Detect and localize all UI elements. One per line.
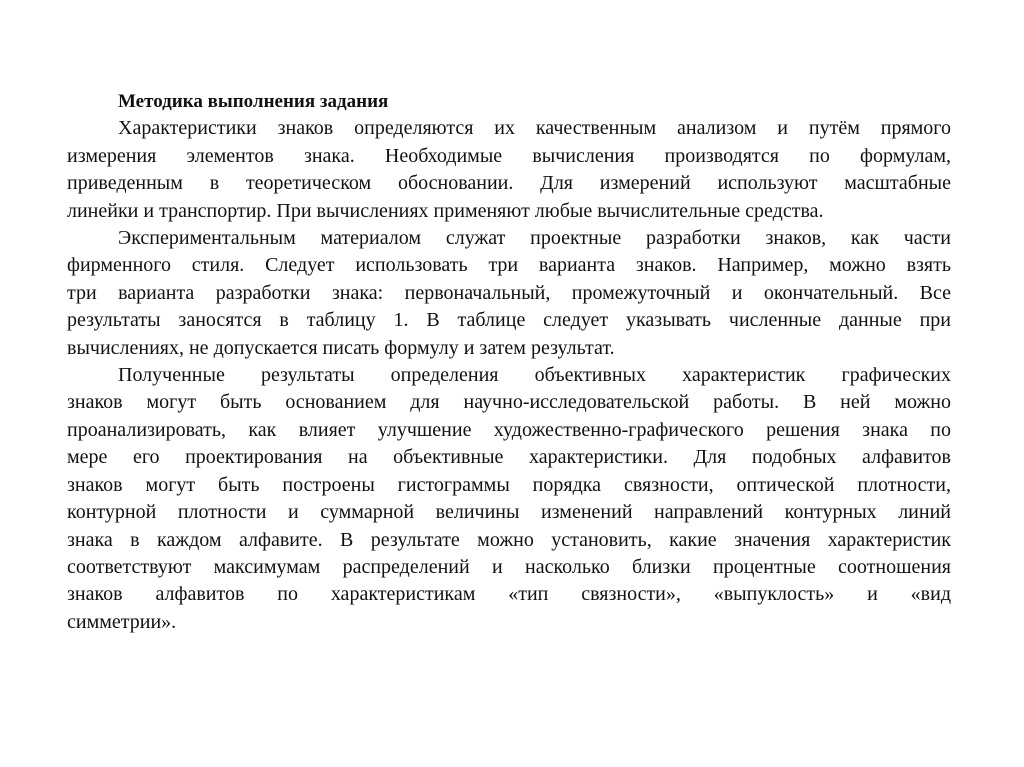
text-line: линейки и транспортир. При вычислениях применяют любые вычислительные средства. (67, 199, 824, 222)
text-line: мере его проектирования на объективные характеристики. Для подобных алфавитов (67, 446, 951, 469)
text-line: фирменного стиля. Следует использовать три варианта знаков. Например, можно взять (67, 254, 951, 277)
text-line: приведенным в теоретическом обосновании. Для измерений используют масштабные (67, 172, 951, 195)
text-line: знака в каждом алфавите. В результате можно установить, какие значения характеристик (67, 528, 951, 551)
text-line: измерения элементов знака. Необходимые вычисления производятся по формулам, (67, 144, 951, 167)
text-line: контурной плотности и суммарной величины изменений направлений контурных линий (67, 501, 951, 524)
text-line: симметрии». (67, 610, 177, 633)
section-title: Методика выполнения задания (118, 91, 389, 112)
paragraph (67, 115, 951, 225)
text-line: вычислениях, не допускается писать формулу и затем результат. (67, 336, 615, 359)
text-line: знаков могут быть построены гистограммы порядка связности, оптической плотности, (67, 473, 951, 496)
text-line: Характеристики знаков определяются их качественным анализом и путём прямого (118, 117, 951, 140)
paragraph (67, 362, 951, 636)
text-line: знаков могут быть основанием для научно-исследовательской работы. В ней можно (67, 391, 951, 414)
document-body (67, 88, 951, 636)
paragraphs (67, 115, 951, 636)
text-line: три варианта разработки знака: первоначальный, промежуточный и окончательный. Все (67, 281, 951, 304)
text-line: Полученные результаты определения объективных характеристик графических (118, 364, 951, 387)
text-line: Экспериментальным материалом служат проектные разработки знаков, как части (118, 227, 951, 250)
text-line: результаты заносятся в таблицу 1. В таблице следует указывать численные данные при (67, 309, 951, 332)
text-line: соответствуют максимумам распределений и насколько близки процентные соотношения (67, 555, 951, 578)
paragraph (67, 225, 951, 362)
text-line: знаков алфавитов по характеристикам «тип связности», «выпуклость» и «вид (67, 583, 951, 606)
text-line: проанализировать, как влияет улучшение художественно-графического решения знака по (67, 418, 951, 441)
